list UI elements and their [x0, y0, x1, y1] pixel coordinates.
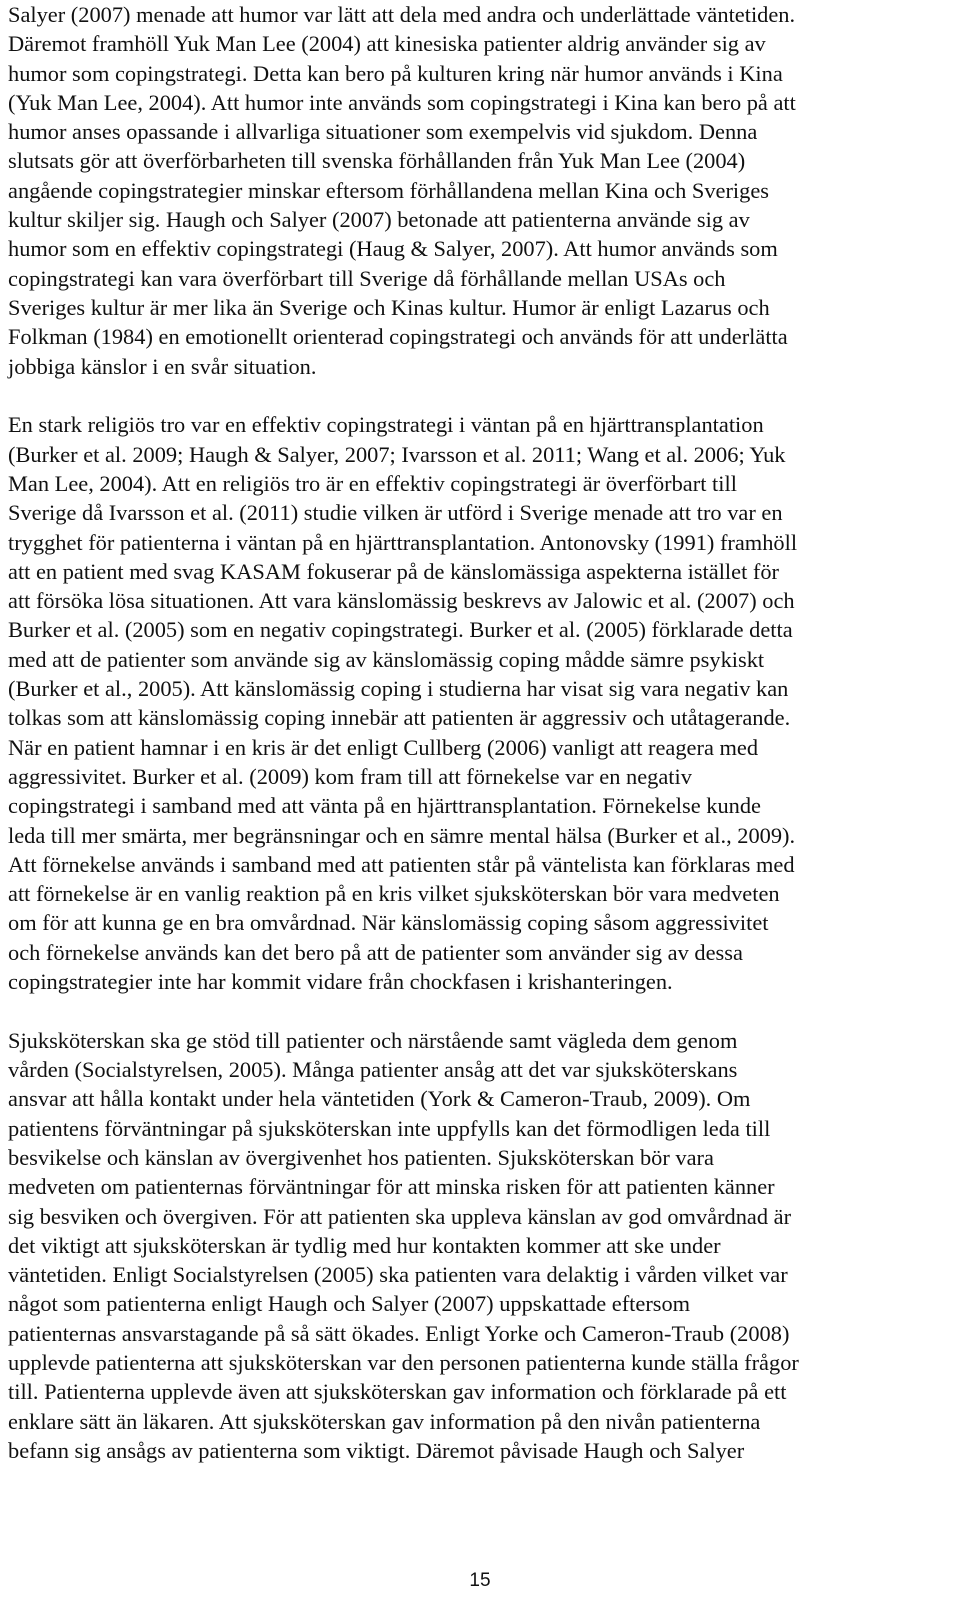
- text-line: copingstrategi i samband med att vänta på en hjärttransplantation. Förnekelse kunde: [8, 793, 761, 819]
- text-line: något som patienterna enligt Haugh och Salyer (2007) uppskattade eftersom: [8, 1291, 691, 1317]
- text-line: besvikelse och känslan av övergivenhet hos patienten. Sjuksköterskan bör vara: [8, 1144, 714, 1170]
- text-line: aggressivitet. Burker et al. (2009) kom fram till att förnekelse var en negativ: [8, 763, 692, 789]
- text-line: Burker et al. (2005) som en negativ copingstrategi. Burker et al. (2005) förklarade detta: [8, 617, 793, 643]
- text-line: Sverige då Ivarsson et al. (2011) studie vilken är utförd i Sverige menade att tro var en: [8, 500, 783, 526]
- body-text: [8, 0, 952, 1465]
- text-line: tolkas som att känslomässig coping innebär att patienten är aggressiv och utåtagerande.: [8, 705, 791, 731]
- text-line: humor som copingstrategi. Detta kan bero på kulturen kring när humor används i Kina: [8, 60, 783, 86]
- text-line: angående copingstrategier minskar eftersom förhållandena mellan Kina och Sveriges: [8, 177, 769, 203]
- text-line: jobbiga känslor i en svår situation.: [8, 353, 317, 379]
- text-line: humor som en effektiv copingstrategi (Haug & Salyer, 2007). Att humor används som: [8, 236, 778, 262]
- text-line: trygghet för patienterna i väntan på en hjärttransplantation. Antonovsky (1991) framhöll: [8, 529, 798, 555]
- paragraph-nurse-support: [8, 1026, 952, 1465]
- text-line: och förnekelse används kan det bero på att de patienter som använder sig av dessa: [8, 939, 743, 965]
- text-line: det viktigt att sjuksköterskan är tydlig med hur kontakten kommer att ske under: [8, 1232, 721, 1258]
- text-line: kultur skiljer sig. Haugh och Salyer (2007) betonade att patienterna använde sig av: [8, 207, 750, 233]
- text-line: Att förnekelse används i samband med att patienten står på väntelista kan förklaras med: [8, 851, 795, 877]
- text-line: om för att kunna ge en bra omvårdnad. När känslomässig coping såsom aggressivitet: [8, 910, 769, 936]
- text-line: En stark religiös tro var en effektiv copingstrategi i väntan på en hjärttransplantation: [8, 412, 764, 438]
- text-line: slutsats gör att överförbarheten till svenska förhållanden från Yuk Man Lee (2004): [8, 148, 746, 174]
- text-line: humor anses opassande i allvarliga situationer som exempelvis vid sjukdom. Denna: [8, 119, 758, 145]
- text-line: patientens förväntningar på sjuksköterskan inte uppfylls kan det förmodligen leda till: [8, 1115, 771, 1141]
- text-line: att en patient med svag KASAM fokuserar på de känslomässiga aspekterna istället för: [8, 558, 780, 584]
- text-line: vården (Socialstyrelsen, 2005). Många patienter ansåg att det var sjuksköterskans: [8, 1057, 738, 1083]
- paragraph-spacing: [8, 381, 952, 411]
- text-line: att försöka lösa situationen. Att vara känslomässig beskrevs av Jalowic et al. (2007) och: [8, 588, 795, 614]
- text-line: När en patient hamnar i en kris är det enligt Cullberg (2006) vanligt att reagera med: [8, 734, 759, 760]
- text-line: (Burker et al., 2005). Att känslomässig coping i studierna har visat sig vara negativ kan: [8, 676, 789, 702]
- text-line: till. Patienterna upplevde även att sjuksköterskan gav information och förklarade på ett: [8, 1379, 787, 1405]
- text-line: copingstrategier inte har kommit vidare från chockfasen i krishanteringen.: [8, 969, 673, 994]
- text-line: Sveriges kultur är mer lika än Sverige och Kinas kultur. Humor är enligt Lazarus och: [8, 294, 770, 320]
- text-line: (Burker et al. 2009; Haugh & Salyer, 2007; Ivarsson et al. 2011; Wang et al. 2006; Yuk: [8, 441, 786, 467]
- text-line: Man Lee, 2004). Att en religiös tro är en effektiv copingstrategi är överförbart till: [8, 470, 737, 496]
- text-line: Däremot framhöll Yuk Man Lee (2004) att kinesiska patienter aldrig använder sig av: [8, 31, 766, 57]
- text-line: Sjuksköterskan ska ge stöd till patienter och närstående samt vägleda dem genom: [8, 1027, 738, 1053]
- text-line: väntetiden. Enligt Socialstyrelsen (2005) ska patienten vara delaktig i vården vilket var: [8, 1262, 788, 1288]
- text-line: Folkman (1984) en emotionellt orienterad copingstrategi och används för att underlätta: [8, 324, 788, 350]
- text-line: befann sig ansågs av patienterna som viktigt. Däremot påvisade Haugh och Salyer: [8, 1437, 745, 1463]
- text-line: med att de patienter som använde sig av känslomässig coping mådde sämre psykiskt: [8, 646, 765, 672]
- text-line: medveten om patienternas förväntningar för att minska risken för att patienten känner: [8, 1174, 775, 1200]
- text-line: ansvar att hålla kontakt under hela väntetiden (York & Cameron-Traub, 2009). Om: [8, 1086, 751, 1112]
- text-line: upplevde patienterna att sjuksköterskan var den personen patienterna kunde ställa frågor: [8, 1350, 799, 1376]
- paragraph-religion-and-emotion: [8, 410, 952, 996]
- text-line: leda till mer smärta, mer begränsningar och en sämre mental hälsa (Burker et al., 2009).: [8, 822, 796, 848]
- page-number: 15: [469, 1570, 491, 1591]
- text-line: sig besviken och övergiven. För att patienten ska uppleva känslan av god omvårdnad är: [8, 1203, 792, 1229]
- text-line: (Yuk Man Lee, 2004). Att humor inte används som copingstrategi i Kina kan bero på att: [8, 89, 796, 115]
- paragraph-spacing: [8, 996, 952, 1026]
- text-line: att förnekelse är en vanlig reaktion på en kris vilket sjuksköterskan bör vara medveten: [8, 881, 780, 907]
- paragraph-humor: [8, 0, 952, 381]
- text-line: enklare sätt än läkaren. Att sjuksköterskan gav information på den nivån patienterna: [8, 1408, 761, 1434]
- text-line: copingstrategi kan vara överförbart till Sverige då förhållande mellan USAs och: [8, 265, 726, 291]
- text-line: Salyer (2007) menade att humor var lätt att dela med andra och underlättade väntetiden.: [8, 2, 796, 27]
- text-line: patienternas ansvarstagande på så sätt ökades. Enligt Yorke och Cameron-Traub (2008): [8, 1320, 790, 1346]
